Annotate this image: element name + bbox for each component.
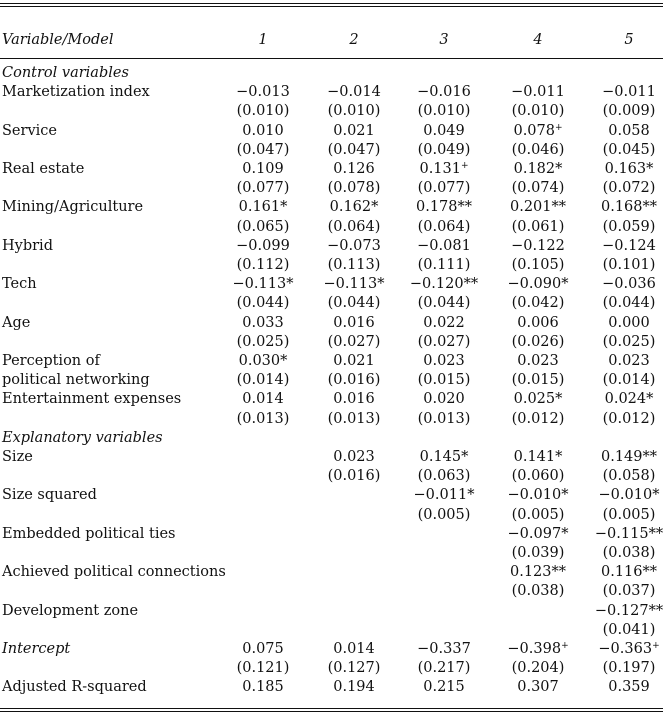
coefficient-model-2: 0.021	[333, 122, 375, 139]
section-header	[0, 64, 663, 83]
table-row-se	[0, 102, 663, 121]
table-row-se	[0, 333, 663, 352]
coefficient-model-1: −0.099	[236, 237, 290, 254]
standard-error-model-1: (0.112)	[236, 257, 290, 273]
coefficient-model-4: −0.090*	[507, 276, 569, 293]
table-row-se	[0, 218, 663, 237]
standard-error-model-3: (0.063)	[417, 468, 471, 485]
standard-error-model-4: (0.046)	[511, 141, 565, 158]
standard-error-model-5: (0.041)	[602, 621, 656, 638]
coefficient-model-1: 0.030*	[238, 353, 288, 369]
coefficient-model-4: −0.097*	[507, 525, 569, 542]
coefficient-model-2: 0.016	[333, 391, 375, 408]
coefficient-model-5: −0.127**	[594, 602, 663, 619]
standard-error-model-4: (0.005)	[511, 506, 565, 523]
table-row-se	[0, 294, 663, 313]
standard-error-model-5: (0.038)	[602, 545, 656, 561]
standard-error-model-5: (0.025)	[602, 333, 656, 350]
table-row	[0, 198, 663, 217]
coefficient-model-4: 0.078+	[513, 122, 563, 139]
coefficient-model-2: 0.014	[333, 641, 375, 657]
standard-error-model-1: (0.044)	[236, 295, 290, 312]
coefficient-model-2: −0.073	[327, 237, 381, 254]
table-row-se	[0, 256, 663, 275]
variable-label: Size	[2, 449, 33, 465]
header-model-1: 1	[258, 32, 268, 48]
table-row	[0, 602, 663, 621]
table-row	[0, 314, 663, 333]
variable-label: Development zone	[2, 602, 139, 619]
standard-error-model-5: (0.059)	[602, 218, 656, 235]
coefficient-model-2: −0.014	[327, 84, 381, 101]
coefficient-model-3: 0.023	[423, 353, 465, 369]
coefficient-model-5: 0.023	[608, 353, 650, 369]
header-variable-model: Variable/Model	[2, 32, 114, 48]
standard-error-model-3: (0.111)	[417, 257, 471, 273]
bottom-rule-1	[0, 708, 663, 709]
standard-error-model-2: (0.016)	[327, 468, 381, 485]
coefficient-model-2: 0.021	[333, 353, 375, 369]
coefficient-model-5: 0.168**	[600, 199, 657, 216]
standard-error-model-1: (0.121)	[236, 660, 290, 677]
standard-error-model-2: (0.016)	[327, 372, 381, 389]
variable-label: Tech	[2, 276, 37, 293]
header-model-4: 4	[533, 32, 543, 48]
coefficient-model-5: −0.011	[602, 84, 656, 101]
section-label: Explanatory variables	[2, 429, 163, 446]
top-rule-2	[0, 6, 663, 7]
table-row	[0, 486, 663, 505]
coefficient-model-4: 0.023	[517, 353, 559, 369]
variable-label: Achieved political connections	[2, 564, 226, 581]
standard-error-model-3: (0.015)	[417, 372, 471, 389]
standard-error-model-4: (0.204)	[511, 660, 565, 677]
coefficient-model-3: 0.145*	[419, 449, 469, 465]
coefficient-model-4: 0.182*	[513, 161, 563, 177]
variable-label: Size squared	[2, 487, 97, 504]
standard-error-model-3: (0.027)	[417, 333, 471, 350]
table-row-se	[0, 371, 663, 390]
header-model-3: 3	[439, 32, 449, 48]
variable-label: Intercept	[2, 641, 71, 657]
standard-error-model-1: (0.014)	[236, 372, 290, 389]
standard-error-model-3: (0.013)	[417, 410, 471, 427]
coefficient-model-4: −0.398+	[507, 641, 569, 657]
standard-error-model-5: (0.014)	[602, 372, 656, 389]
top-rule-1	[0, 3, 663, 4]
table-row	[0, 640, 663, 659]
coefficient-model-1: 0.033	[242, 314, 284, 331]
header-row	[0, 31, 663, 50]
table-row	[0, 122, 663, 141]
standard-error-model-5: (0.009)	[602, 103, 656, 120]
standard-error-model-5: (0.005)	[602, 506, 656, 523]
coefficient-model-3: −0.120**	[409, 276, 479, 293]
standard-error-model-5: (0.058)	[602, 468, 656, 485]
coefficient-model-1: 0.014	[242, 391, 284, 408]
standard-error-model-3: (0.010)	[417, 103, 471, 120]
coefficient-model-4: −0.011	[511, 84, 565, 101]
table-row	[0, 563, 663, 582]
coefficient-model-3: 0.022	[423, 314, 465, 331]
coefficient-model-2: 0.126	[333, 161, 375, 177]
coefficient-model-3: 0.215	[423, 679, 465, 696]
standard-error-model-5: (0.037)	[602, 583, 656, 600]
standard-error-model-5: (0.012)	[602, 410, 656, 427]
standard-error-model-2: (0.078)	[327, 180, 381, 197]
variable-label-continued: political networking	[2, 372, 150, 389]
standard-error-model-2: (0.064)	[327, 218, 381, 235]
standard-error-model-1: (0.047)	[236, 141, 290, 158]
coefficient-model-5: −0.124	[602, 237, 656, 254]
standard-error-model-1: (0.065)	[236, 218, 290, 235]
table-row-se	[0, 659, 663, 678]
coefficient-model-4: 0.141*	[513, 449, 563, 465]
table-row	[0, 83, 663, 102]
table-row	[0, 160, 663, 179]
coefficient-model-4: 0.201**	[509, 199, 566, 216]
variable-label: Adjusted R-squared	[2, 679, 147, 696]
coefficient-model-3: 0.049	[423, 122, 465, 139]
table-row	[0, 390, 663, 409]
coefficient-model-1: 0.185	[242, 679, 284, 696]
standard-error-model-3: (0.044)	[417, 295, 471, 312]
standard-error-model-4: (0.074)	[511, 180, 565, 197]
table-row	[0, 237, 663, 256]
variable-label: Hybrid	[2, 237, 53, 254]
header-rule	[0, 58, 663, 59]
coefficient-model-4: 0.307	[517, 679, 559, 696]
coefficient-model-3: 0.178**	[415, 199, 472, 216]
standard-error-model-2: (0.047)	[327, 141, 381, 158]
table-row	[0, 352, 663, 371]
standard-error-model-3: (0.005)	[417, 506, 471, 523]
standard-error-model-5: (0.197)	[602, 660, 656, 677]
table-row-se	[0, 544, 663, 563]
coefficient-model-5: −0.363+	[598, 641, 660, 657]
table-row-se	[0, 141, 663, 160]
coefficient-model-5: −0.036	[602, 276, 656, 293]
table-row	[0, 525, 663, 544]
coefficient-model-5: 0.149**	[600, 449, 657, 465]
standard-error-model-5: (0.044)	[602, 295, 656, 312]
table-row-se	[0, 582, 663, 601]
header-model-2: 2	[349, 32, 359, 48]
standard-error-model-4: (0.039)	[511, 545, 565, 561]
table-row-se	[0, 506, 663, 525]
coefficient-model-1: 0.109	[242, 161, 284, 177]
standard-error-model-2: (0.127)	[327, 660, 381, 677]
variable-label: Mining/Agriculture	[2, 199, 144, 216]
coefficient-model-1: 0.010	[242, 122, 284, 139]
standard-error-model-4: (0.042)	[511, 295, 565, 312]
coefficient-model-3: 0.131+	[419, 161, 469, 177]
section-header	[0, 429, 663, 448]
coefficient-model-3: −0.081	[417, 237, 471, 254]
coefficient-model-4: −0.122	[511, 237, 565, 254]
coefficient-model-2: 0.162*	[329, 199, 379, 216]
standard-error-model-1: (0.013)	[236, 410, 290, 427]
standard-error-model-4: (0.026)	[511, 333, 565, 350]
variable-label: Entertainment expenses	[2, 391, 182, 408]
coefficient-model-1: 0.075	[242, 641, 284, 657]
coefficient-model-5: 0.359	[608, 679, 650, 696]
standard-error-model-5: (0.072)	[602, 180, 656, 197]
header-model-5: 5	[624, 32, 634, 48]
coefficient-model-4: 0.123**	[509, 564, 566, 581]
variable-label: Service	[2, 122, 57, 139]
variable-label: Marketization index	[2, 84, 150, 101]
standard-error-model-4: (0.060)	[511, 468, 565, 485]
coefficient-model-1: −0.113*	[232, 276, 294, 293]
coefficient-model-3: −0.337	[417, 641, 471, 657]
coefficient-model-4: 0.025*	[513, 391, 563, 408]
standard-error-model-2: (0.044)	[327, 295, 381, 312]
standard-error-model-5: (0.101)	[602, 257, 656, 273]
standard-error-model-1: (0.010)	[236, 103, 290, 120]
coefficient-model-5: 0.000	[608, 314, 650, 331]
standard-error-model-4: (0.038)	[511, 583, 565, 600]
standard-error-model-2: (0.113)	[327, 257, 381, 273]
standard-error-model-4: (0.010)	[511, 103, 565, 120]
coefficient-model-2: 0.023	[333, 449, 375, 465]
coefficient-model-2: 0.194	[333, 679, 375, 696]
variable-label: Perception of	[2, 353, 100, 369]
standard-error-model-4: (0.015)	[511, 372, 565, 389]
table-row-se	[0, 410, 663, 429]
coefficient-model-1: 0.161*	[238, 199, 288, 216]
coefficient-model-5: −0.010*	[598, 487, 660, 504]
coefficient-model-5: 0.024*	[604, 391, 654, 408]
table-row-se	[0, 621, 663, 640]
coefficient-model-4: 0.006	[517, 314, 559, 331]
table-row-se	[0, 467, 663, 486]
coefficient-model-1: −0.013	[236, 84, 290, 101]
coefficient-model-5: −0.115**	[594, 525, 663, 542]
coefficient-model-2: −0.113*	[323, 276, 385, 293]
table-row	[0, 448, 663, 467]
coefficient-model-4: −0.010*	[507, 487, 569, 504]
coefficient-model-5: 0.116**	[600, 564, 657, 581]
coefficient-model-3: 0.020	[423, 391, 465, 408]
table-row	[0, 275, 663, 294]
bottom-rule-2	[0, 711, 663, 712]
standard-error-model-2: (0.010)	[327, 103, 381, 120]
coefficient-model-5: 0.163*	[604, 161, 654, 177]
standard-error-model-4: (0.061)	[511, 218, 565, 235]
section-label: Control variables	[2, 65, 129, 81]
variable-label: Real estate	[2, 161, 85, 177]
table-row	[0, 678, 663, 697]
coefficient-model-3: −0.011*	[413, 487, 475, 504]
standard-error-model-1: (0.077)	[236, 180, 290, 197]
table-row-se	[0, 179, 663, 198]
standard-error-model-4: (0.012)	[511, 410, 565, 427]
standard-error-model-3: (0.049)	[417, 141, 471, 158]
coefficient-model-5: 0.058	[608, 122, 650, 139]
standard-error-model-3: (0.217)	[417, 660, 471, 677]
standard-error-model-1: (0.025)	[236, 333, 290, 350]
standard-error-model-5: (0.045)	[602, 141, 656, 158]
standard-error-model-3: (0.077)	[417, 180, 471, 197]
standard-error-model-4: (0.105)	[511, 257, 565, 273]
standard-error-model-3: (0.064)	[417, 218, 471, 235]
coefficient-model-2: 0.016	[333, 314, 375, 331]
standard-error-model-2: (0.013)	[327, 410, 381, 427]
coefficient-model-3: −0.016	[417, 84, 471, 101]
standard-error-model-2: (0.027)	[327, 333, 381, 350]
variable-label: Embedded political ties	[2, 525, 176, 542]
variable-label: Age	[2, 314, 31, 331]
